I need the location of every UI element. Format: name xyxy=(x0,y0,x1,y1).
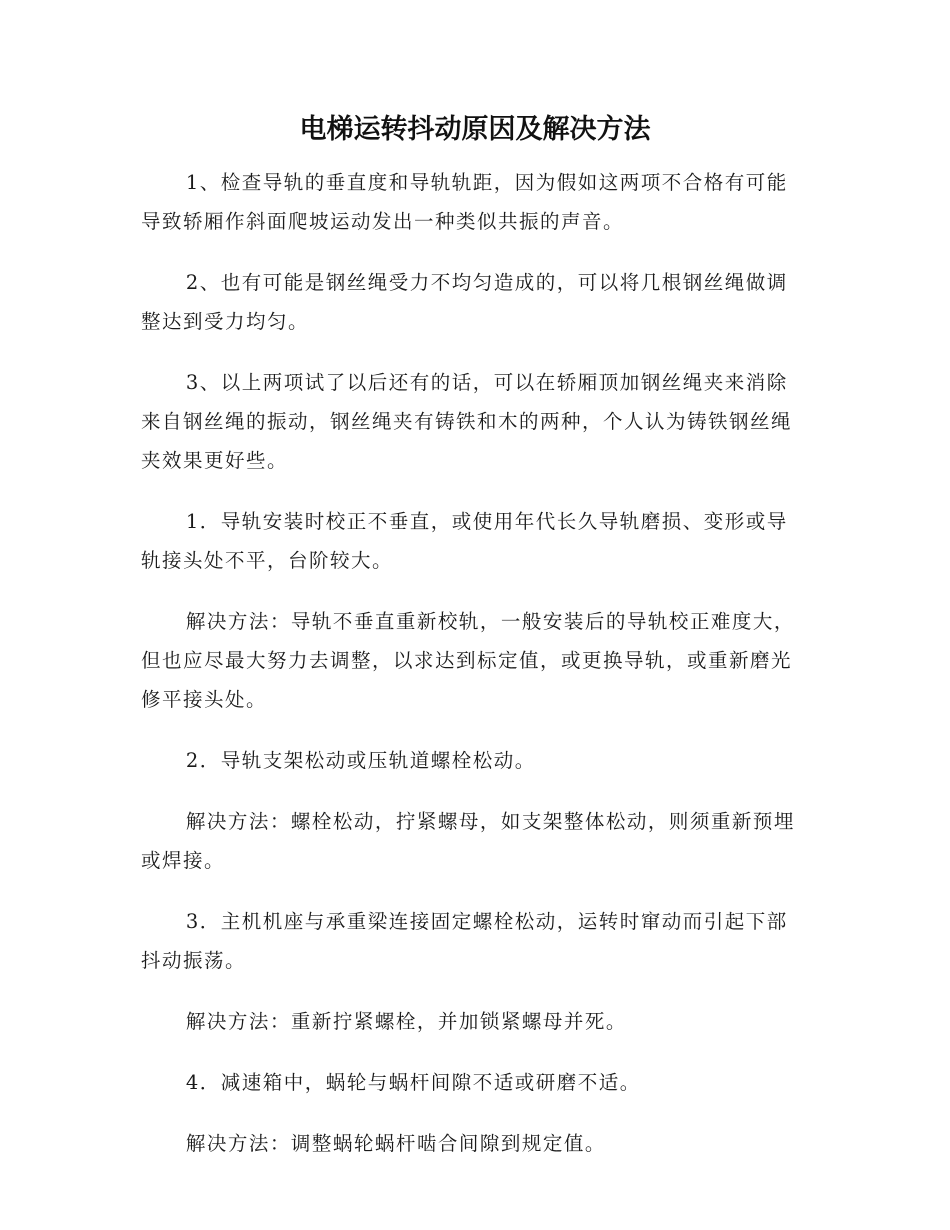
paragraph-cause-rail-installation: 1．导轨安装时校正不垂直，或使用年代长久导轨磨损、变形或导轨接头处不平，台阶较大。 xyxy=(141,510,788,572)
paragraph-check-guide-rail: 1、检查导轨的垂直度和导轨轨距，因为假如这两项不合格有可能导致轿厢作斜面爬坡运动发出一种类似共振的声音。 xyxy=(141,171,788,233)
paragraph-solution-bracket-loose: 解决方法：螺栓松动，拧紧螺母，如支架整体松动，则须重新预埋或焊接。 xyxy=(141,810,795,872)
paragraph-solution-machine-base: 解决方法：重新拧紧螺栓，并加锁紧螺母并死。 xyxy=(185,1010,627,1033)
document-title: 电梯运转抖动原因及解决方法 xyxy=(299,114,651,145)
paragraph-cause-machine-base: 3．主机机座与承重梁连接固定螺栓松动，运转时窜动而引起下部抖动振荡。 xyxy=(141,910,788,972)
paragraph-wire-rope-tension: 2、也有可能是钢丝绳受力不均匀造成的，可以将几根钢丝绳做调整达到受力均匀。 xyxy=(141,271,788,333)
paragraph-cause-gearbox: 4．减速箱中，蜗轮与蜗杆间隙不适或研磨不适。 xyxy=(185,1071,641,1094)
paragraph-cause-bracket-loose: 2．导轨支架松动或压轨道螺栓松动。 xyxy=(185,749,536,772)
paragraph-wire-rope-clamp: 3、以上两项试了以后还有的话，可以在轿厢顶加钢丝绳夹来消除来自钢丝绳的振动，钢丝绳夹有铸铁和木的两种，个人认为铸铁钢丝绳夹效果更好些。 xyxy=(141,371,793,472)
paragraph-solution-gearbox: 解决方法：调整蜗轮蜗杆啮合间隙到规定值。 xyxy=(185,1132,606,1155)
paragraph-solution-rail-installation: 解决方法：导轨不垂直重新校轨，一般安装后的导轨校正难度大，但也应尽最大努力去调整，以求达到标定值，或更换导轨，或重新磨光修平接头处。 xyxy=(141,610,795,711)
document-body xyxy=(141,163,805,1185)
